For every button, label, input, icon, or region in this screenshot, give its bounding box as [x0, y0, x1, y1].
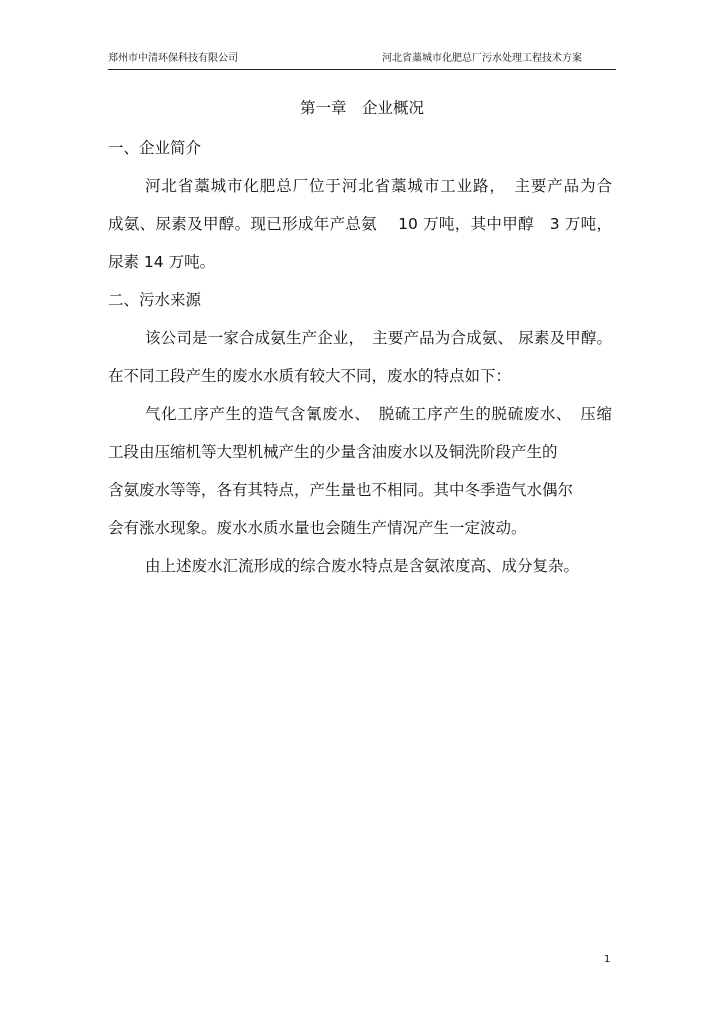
paragraph-line: 河北省藁城市化肥总厂位于河北省藁城市工业路， 主要产品为合: [145, 177, 612, 195]
header-divider: [108, 69, 616, 70]
paragraph-line: 由上述废水汇流形成的综合废水特点是含氨浓度高、成分复杂。: [145, 557, 580, 575]
paragraph-line: 在不同工段产生的废水水质有较大不同，废水的特点如下：: [108, 367, 512, 385]
paragraph-line: 尿素 14 万吨。: [108, 253, 216, 271]
paragraph-line: 成氨、尿素及甲醇。现已形成年产总氨 10 万吨，其中甲醇 3 万吨，: [108, 215, 612, 233]
page-header: [108, 50, 616, 68]
paragraph-line: 气化工序产生的造气含氰废水、 脱硫工序产生的脱硫废水、 压缩: [145, 405, 612, 423]
page-number: 1: [604, 954, 611, 965]
paragraph-line: 该公司是一家合成氨生产企业， 主要产品为合成氨、 尿素及甲醇。: [145, 329, 612, 347]
section-heading-wastewater-source: 二、污水来源: [108, 291, 202, 309]
paragraph-line: 会有涨水现象。废水水质水量也会随生产情况产生一定波动。: [108, 519, 527, 537]
chapter-title: 第一章 企业概况: [299, 99, 424, 117]
paragraph-line: 工段由压缩机等大型机械产生的少量含油废水以及铜洗阶段产生的: [108, 443, 558, 461]
paragraph-line: 含氨废水等等，各有其特点，产生量也不相同。其中冬季造气水偶尔: [108, 481, 574, 499]
header-document-title: 河北省藁城市化肥总厂污水处理工程技术方案: [382, 53, 582, 64]
section-heading-company-profile: 一、企业简介: [108, 139, 202, 157]
header-company-name: 郑州市中清环保科技有限公司: [108, 53, 238, 64]
